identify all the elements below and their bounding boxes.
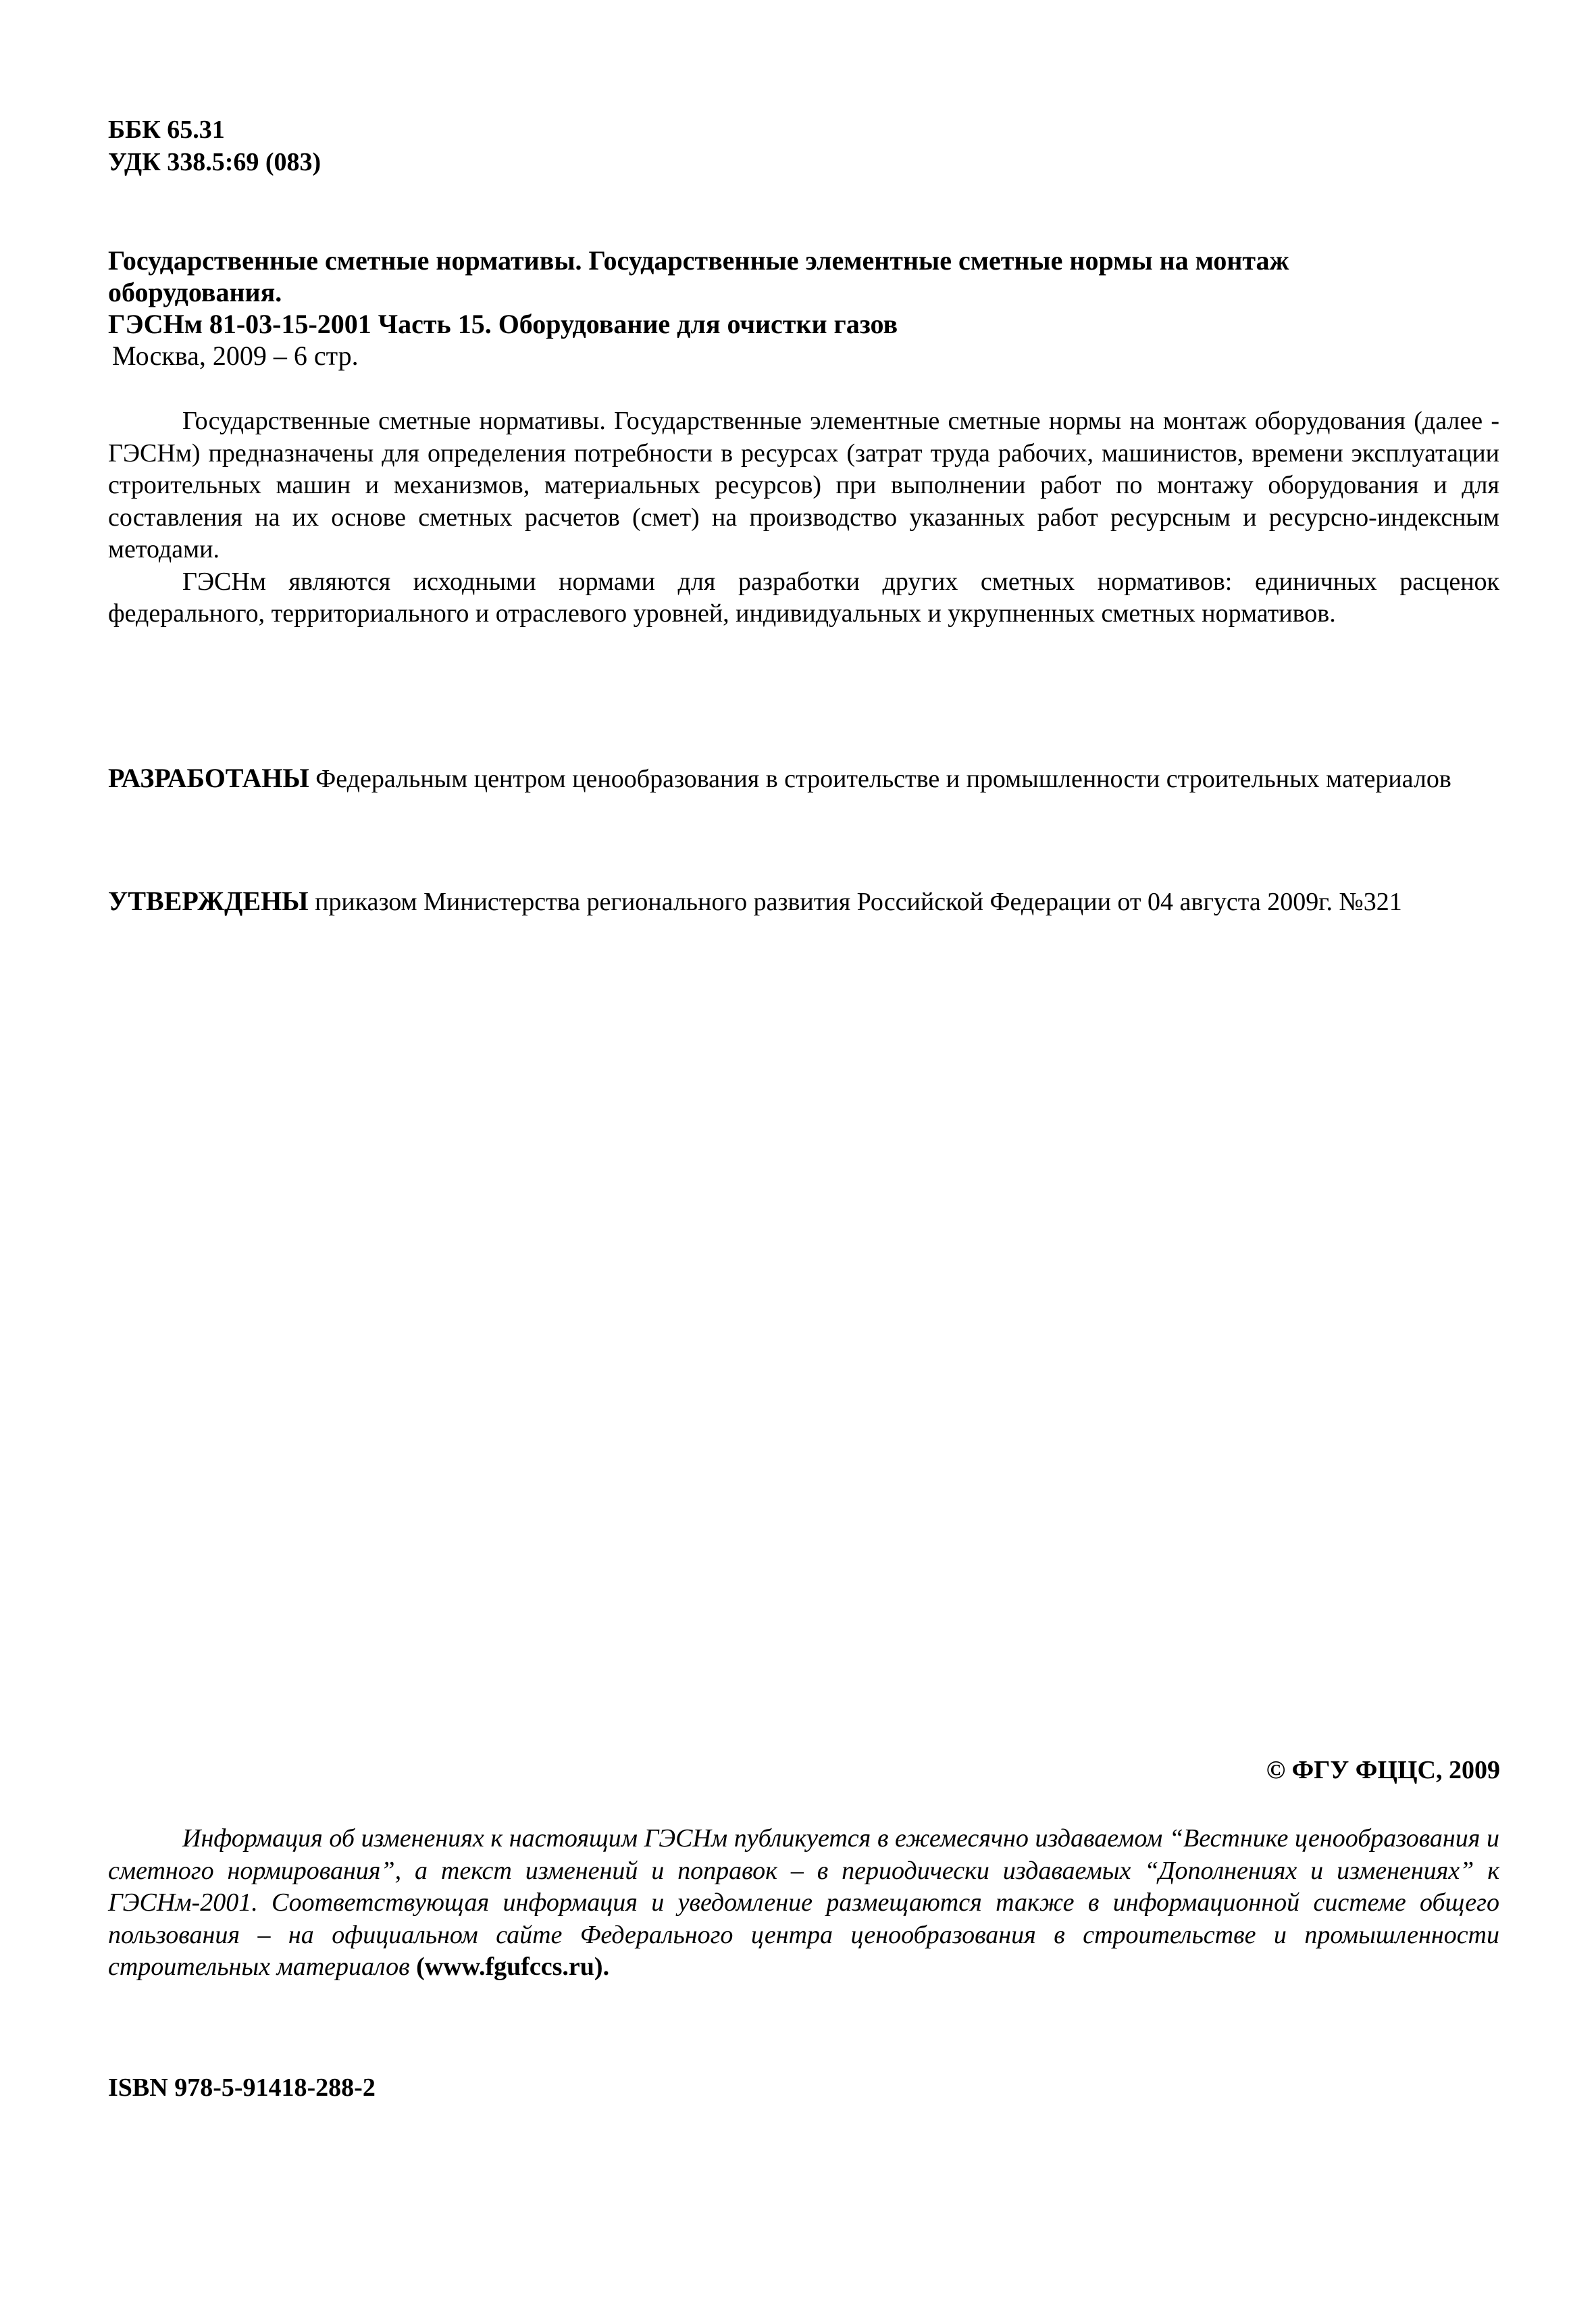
developed-label: РАЗРАБОТАНЫ [108, 763, 309, 793]
changes-info-paragraph [108, 1823, 1499, 1984]
developed-by [108, 762, 1499, 795]
description [108, 405, 1499, 630]
changes-info-text: Информация об изменениях к настоящим ГЭСНм публикуется в ежемесячно издаваемом “Вестнике ценообразования и сметного нормирования”, а текст изменений и поправок – в периодически издаваемых “Дополнениях и изменениях” к ГЭСНм-2001. Соответствующая информация и уведомление размещаются также в информационной системе общего пользования – на официальном сайте Федерального центра ценообразования в строительстве и промышленности строительных материалов [108, 1824, 1499, 1981]
title-line-3: ГЭСНм 81-03-15-2001 Часть 15. Оборудование для очистки газов [108, 309, 898, 339]
classification-codes [108, 114, 1499, 178]
approved-by [108, 885, 1499, 918]
description-paragraph-2: ГЭСНм являются исходными нормами для разработки других сметных нормативов: единичных расценок федерального, территориального и отраслевого уровней, индивидуальных и укрупненных сметных нормативов. [108, 567, 1499, 628]
publication-info: Москва, 2009 – 6 стр. [112, 341, 359, 371]
title-line-2: оборудования. [108, 277, 282, 307]
approved-text: приказом Министерства регионального развития Российской Федерации от 04 августа 2009г. №321 [315, 888, 1402, 916]
bbk-code: ББК 65.31 [108, 116, 225, 144]
description-paragraph-1: Государственные сметные нормативы. Государственные элементные сметные нормы на монтаж оборудования (далее - ГЭСНм) предназначены для определения потребности в ресурсах (затрат труда рабочих, машинистов, времени эксплуатации строительных машин и механизмов, материальных ресурсов) при выполнении работ по монтажу оборудования и для составления на их основе сметных расчетов (смет) на производство указанных работ ресурсным и ресурсно-индексным методами. [108, 407, 1499, 563]
developed-text: Федеральным центром ценообразования в строительстве и промышленности строительных материалов [315, 765, 1451, 793]
title-line-1: Государственные сметные нормативы. Государственные элементные сметные нормы на монтаж [108, 245, 1289, 276]
isbn: ISBN 978-5-91418-288-2 [108, 2073, 376, 2102]
approved-label: УТВЕРЖДЕНЫ [108, 886, 309, 916]
document-title [108, 245, 1499, 372]
website-link[interactable]: (www.fgufccs.ru). [416, 1953, 610, 1981]
udk-code: УДК 338.5:69 (083) [108, 148, 321, 176]
copyright: © ФГУ ФЦЦС, 2009 [1266, 1756, 1500, 1784]
changes-info [108, 1823, 1499, 1984]
